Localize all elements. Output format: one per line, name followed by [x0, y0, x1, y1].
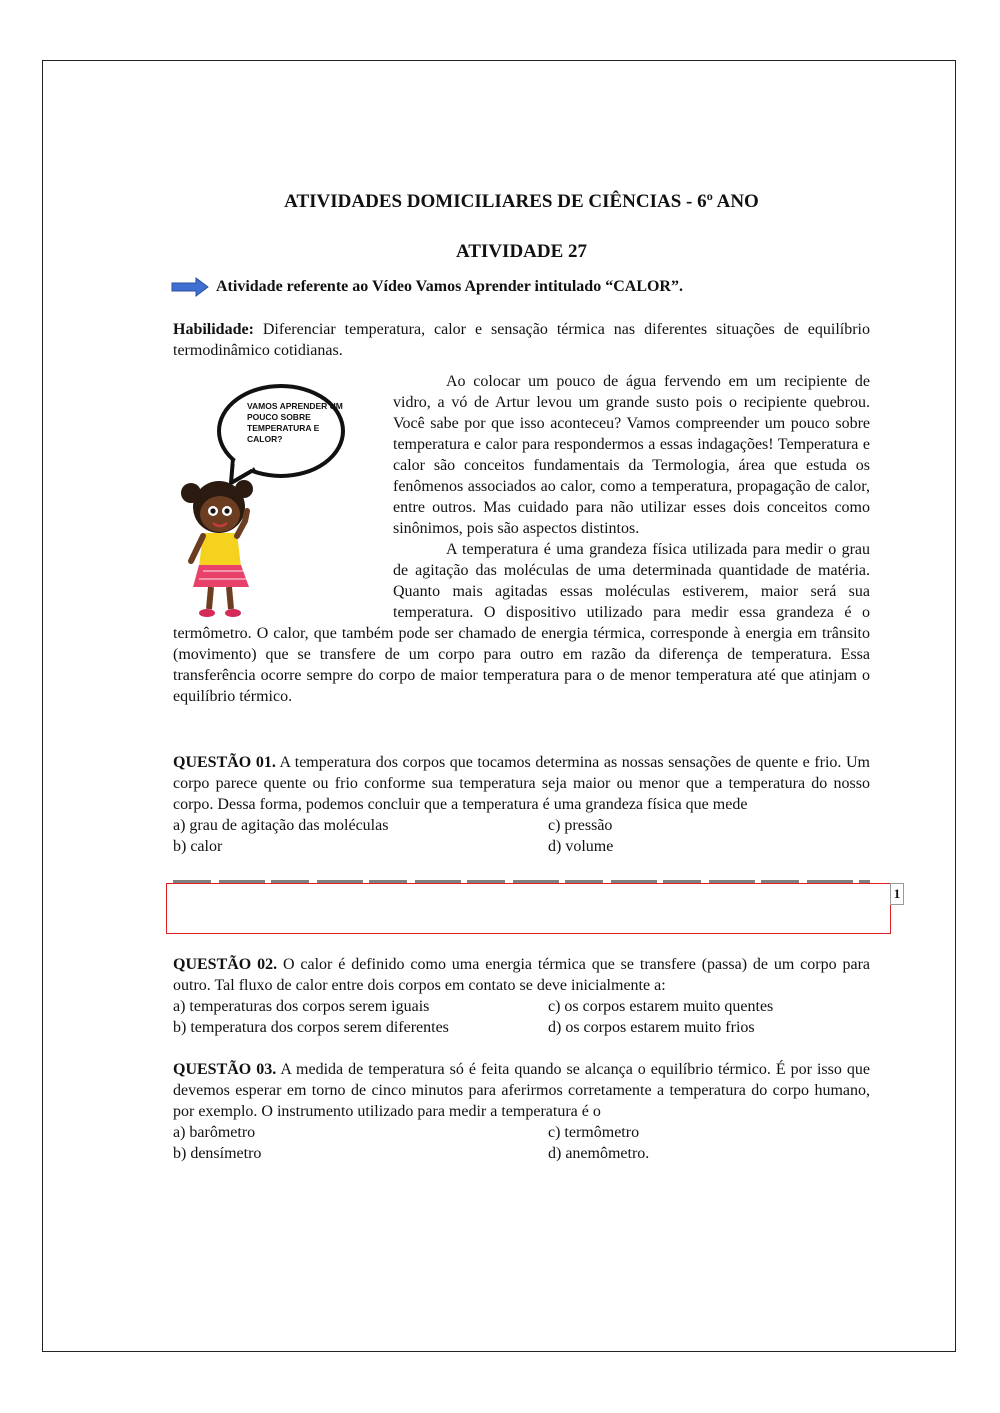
reading-text	[173, 371, 870, 707]
activity-number: ATIVIDADE 27	[455, 241, 588, 262]
question-text: O calor é definido como uma energia térmica que se transfere (passa) de um corpo para outro. Tal fluxo de calor entre dois corpos em contato se deve inicialmente a:	[173, 956, 870, 994]
skill-text: Diferenciar temperatura, calor e sensação térmica nas diferentes situações de equilíbrio termodinâmico cotidianas.	[173, 321, 870, 359]
question-label: QUESTÃO 02.	[173, 956, 278, 973]
option-a: a) grau de agitação das moléculas	[173, 817, 389, 834]
reference-line	[170, 276, 870, 300]
skill-paragraph	[173, 319, 870, 361]
arrow-right-icon	[170, 276, 210, 298]
option-b: b) temperatura dos corpos serem diferentes	[173, 1019, 449, 1036]
reading-paragraph-2: A temperatura é uma grandeza física utilizada para medir o grau de agitação das moléculas de uma determinada quantidade de matéria. Quanto mais agitadas essas moléculas estiverem, maior será sua temperatura. O dispositivo utilizado para medir essa grandeza é o termômetro. O calor, que também pode ser chamado de energia térmica, corresponde à energia em trânsito (movimento) que se transfere de um corpo para outro em razão da diferença de temperatura. Essa transferência ocorre sempre do corpo de maior temperatura para o de menor temperatura até que atinjam o equilíbrio térmico.	[173, 541, 870, 705]
option-c: c) os corpos estarem muito quentes	[548, 998, 774, 1015]
question-label: QUESTÃO 03.	[173, 1061, 277, 1078]
question-02	[173, 954, 870, 1038]
answer-input-box[interactable]	[166, 883, 891, 934]
question-01	[173, 752, 870, 857]
option-d: d) volume	[548, 838, 614, 855]
option-b: b) calor	[173, 838, 223, 855]
answer-box-badge: 1	[890, 883, 904, 905]
reference-text: Atividade referente ao Vídeo Vamos Aprender intitulado “CALOR”.	[216, 278, 683, 295]
option-c: c) pressão	[548, 817, 613, 834]
option-b: b) densímetro	[173, 1145, 262, 1162]
question-03	[173, 1059, 870, 1164]
reading-paragraph-1: Ao colocar um pouco de água fervendo em um recipiente de vidro, a vó de Artur levou um grande susto pois o recipiente quebrou. Você sabe por que isso aconteceu? Vamos compreender um pouco sobre temperatura e calor para respondermos a essas indagações! Temperatura e calor são conceitos fundamentais da Termologia, área que estuda os fenômenos associados ao calor, como a temperatura, propagação de calor, entre outros. Mas cuidado para não utilizar esses dois conceitos como sinônimos, pois são aspectos distintos.	[393, 373, 870, 537]
option-d: d) os corpos estarem muito frios	[548, 1019, 755, 1036]
page-title: ATIVIDADES DOMICILIARES DE CIÊNCIAS - 6º ANO	[284, 191, 759, 212]
question-label: QUESTÃO 01.	[173, 754, 276, 771]
option-d: d) anemômetro.	[548, 1145, 650, 1162]
option-a: a) barômetro	[173, 1124, 256, 1141]
skill-label: Habilidade:	[173, 321, 254, 338]
girl-illustration	[173, 371, 387, 621]
question-text: A temperatura dos corpos que tocamos determina as nossas sensações de quente e frio. Um corpo parece quente ou frio conforme sua temperatura seja maior ou menor que a temperatura do nosso corpo. Dessa forma, podemos concluir que a temperatura é uma grandeza física que mede	[173, 754, 871, 813]
option-c: c) termômetro	[548, 1124, 640, 1141]
question-text: A medida de temperatura só é feita quando se alcança o equilíbrio térmico. É por isso que devemos esperar em torno de cinco minutos para aferirmos corretamente a temperatura do corpo humano, por exemplo. O instrumento utilizado para medir a temperatura é o	[173, 1061, 870, 1120]
speech-bubble-text: VAMOS APRENDER UM POUCO SOBRE TEMPERATURA E CALOR?	[247, 401, 343, 444]
option-a: a) temperaturas dos corpos serem iguais	[173, 998, 430, 1015]
